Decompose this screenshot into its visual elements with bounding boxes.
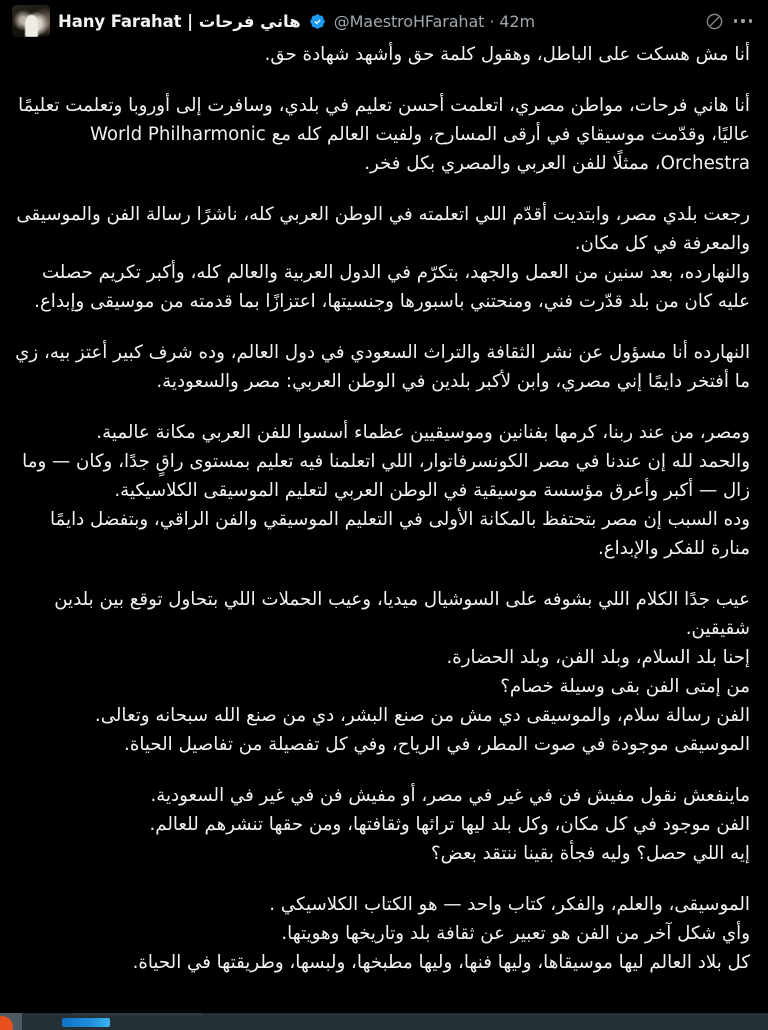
post-line: الفن موجود في كل مكان، وكل بلد ليها تراثها وثقافتها، ومن حقها تنشرهم للعالم.: [149, 814, 750, 835]
post-line: ومصر، من عند ربنا، كرمها بفنانين وموسيقيين عظماء أسسوا للفن العربي مكانة عالمية.: [96, 422, 750, 443]
post-paragraph: [14, 91, 750, 178]
post-line: كل بلاد العالم ليها موسيقاها، وليها فنها، وليها مطبخها، ولبسها، وطريقتها في الحياة.: [132, 952, 750, 973]
post-line: إحنا بلد السلام، وبلد الفن، وبلد الحضارة.: [446, 647, 750, 668]
post-line: وده السبب إن مصر بتحتفظ بالمكانة الأولى في التعليم الموسيقي والفن الراقي، وبتفضل دايمًا منارة للفكر والإبداع.: [50, 509, 750, 559]
post-line: عيب جدًا الكلام اللي بشوفه على السوشيال ميديا، وعيب الحملات اللي بتحاول توقع بين بلدين شقيقين.: [54, 589, 750, 639]
grok-icon[interactable]: [705, 12, 724, 31]
more-options-icon[interactable]: [732, 12, 754, 31]
author-display-name[interactable]: Hany Farahat | هاني فرحات: [58, 11, 301, 31]
post-header: [10, 4, 754, 38]
verified-badge-icon: [309, 13, 326, 30]
avatar-subject: [25, 15, 38, 37]
post-line: الموسيقى موجودة في صوت المطر، في الرياح، وفي كل تفصيلة من تفاصيل الحياة.: [124, 734, 750, 755]
post-line: والحمد لله إن عندنا في مصر الكونسرفاتوار، اللي اتعلمنا فيه تعليم بمستوى راقٍ جدًا، وكان — وما زال — أكبر وأعرق مؤسسة موسيقية في الوطن العربي لتعليم الموسيقى الكلاسيكية.: [22, 451, 750, 501]
taskbar-launcher[interactable]: [0, 1013, 22, 1030]
post-paragraph: [14, 200, 750, 316]
post-line: وأي شكل آخر من الفن هو تعبير عن ثقافة بلد وتاريخها وهويتها.: [281, 923, 750, 944]
taskbar-active-window[interactable]: [62, 1018, 110, 1027]
post-line: رجعت بلدي مصر، وابتديت أقدّم اللي اتعلمته في الوطن العربي كله، ناشرًا رسالة الفن والموسيقى والمعرفة في كل مكان.: [16, 204, 750, 254]
post-line: أنا مش هسكت على الباطل، وهقول كلمة حق وأشهد شهادة حق.: [264, 44, 750, 65]
post-paragraph: [14, 585, 750, 759]
post-line: والنهارده، بعد سنين من العمل والجهد، بتكرّم في الدول العربية والعالم كله، وأكبر تكريم حصلت عليه كان من بلد قدّرت فني، ومنحتني باسبورها وجنسيتها، اعتزازًا بما قدمته من موسيقى وإبداع.: [34, 262, 750, 312]
post-line: النهارده أنا مسؤول عن نشر الثقافة والتراث السعودي في دول العالم، وده شرف كبير أعتز بيه، زي ما أفتخر دايمًا إني مصري، وابن لأكبر بلدين في الوطن العربي: مصر والسعودية.: [15, 342, 750, 392]
post-paragraph: [14, 781, 750, 868]
post-line: ماينفعش نقول مفيش فن في غير في مصر، أو مفيش فن في غير في السعودية.: [150, 785, 750, 806]
post-paragraph: [14, 890, 750, 977]
post-paragraph: [14, 418, 750, 563]
system-taskbar[interactable]: [0, 1013, 768, 1030]
post-paragraph: [14, 338, 750, 396]
taskbar-panel[interactable]: [22, 1013, 768, 1030]
author-handle-and-time[interactable]: @MaestroHFarahat · 42m: [333, 11, 535, 31]
post-line: إيه اللي حصل؟ وليه فجأة بقينا ننتقد بعض؟: [431, 843, 750, 864]
post-line: أنا هاني فرحات، مواطن مصري، اتعلمت أحسن تعليم في بلدي، وسافرت إلى أوروبا وتعلمت تعليمًا عاليًا، وقدّمت موسيقاي في أرقى المسارح، ولفيت العالم كله مع World Philharmonic Orchestra، ممثلًا للفن العربي والمصري بكل فخر.: [18, 95, 750, 174]
post-paragraph: [14, 40, 750, 69]
post-body: [10, 38, 754, 977]
avatar[interactable]: [12, 5, 50, 37]
post-line: من إمتى الفن بقى وسيلة خصام؟: [500, 676, 750, 697]
launcher-orb-icon: [0, 1016, 13, 1030]
post-line: الفن رسالة سلام، والموسيقى دي مش من صنع البشر، دي من صنع الله سبحانه وتعالى.: [94, 705, 750, 726]
post-line: الموسيقى، والعلم، والفكر، كتاب واحد — هو الكتاب الكلاسيكي .: [269, 894, 750, 915]
taskbar-divider: [72, 1013, 202, 1016]
